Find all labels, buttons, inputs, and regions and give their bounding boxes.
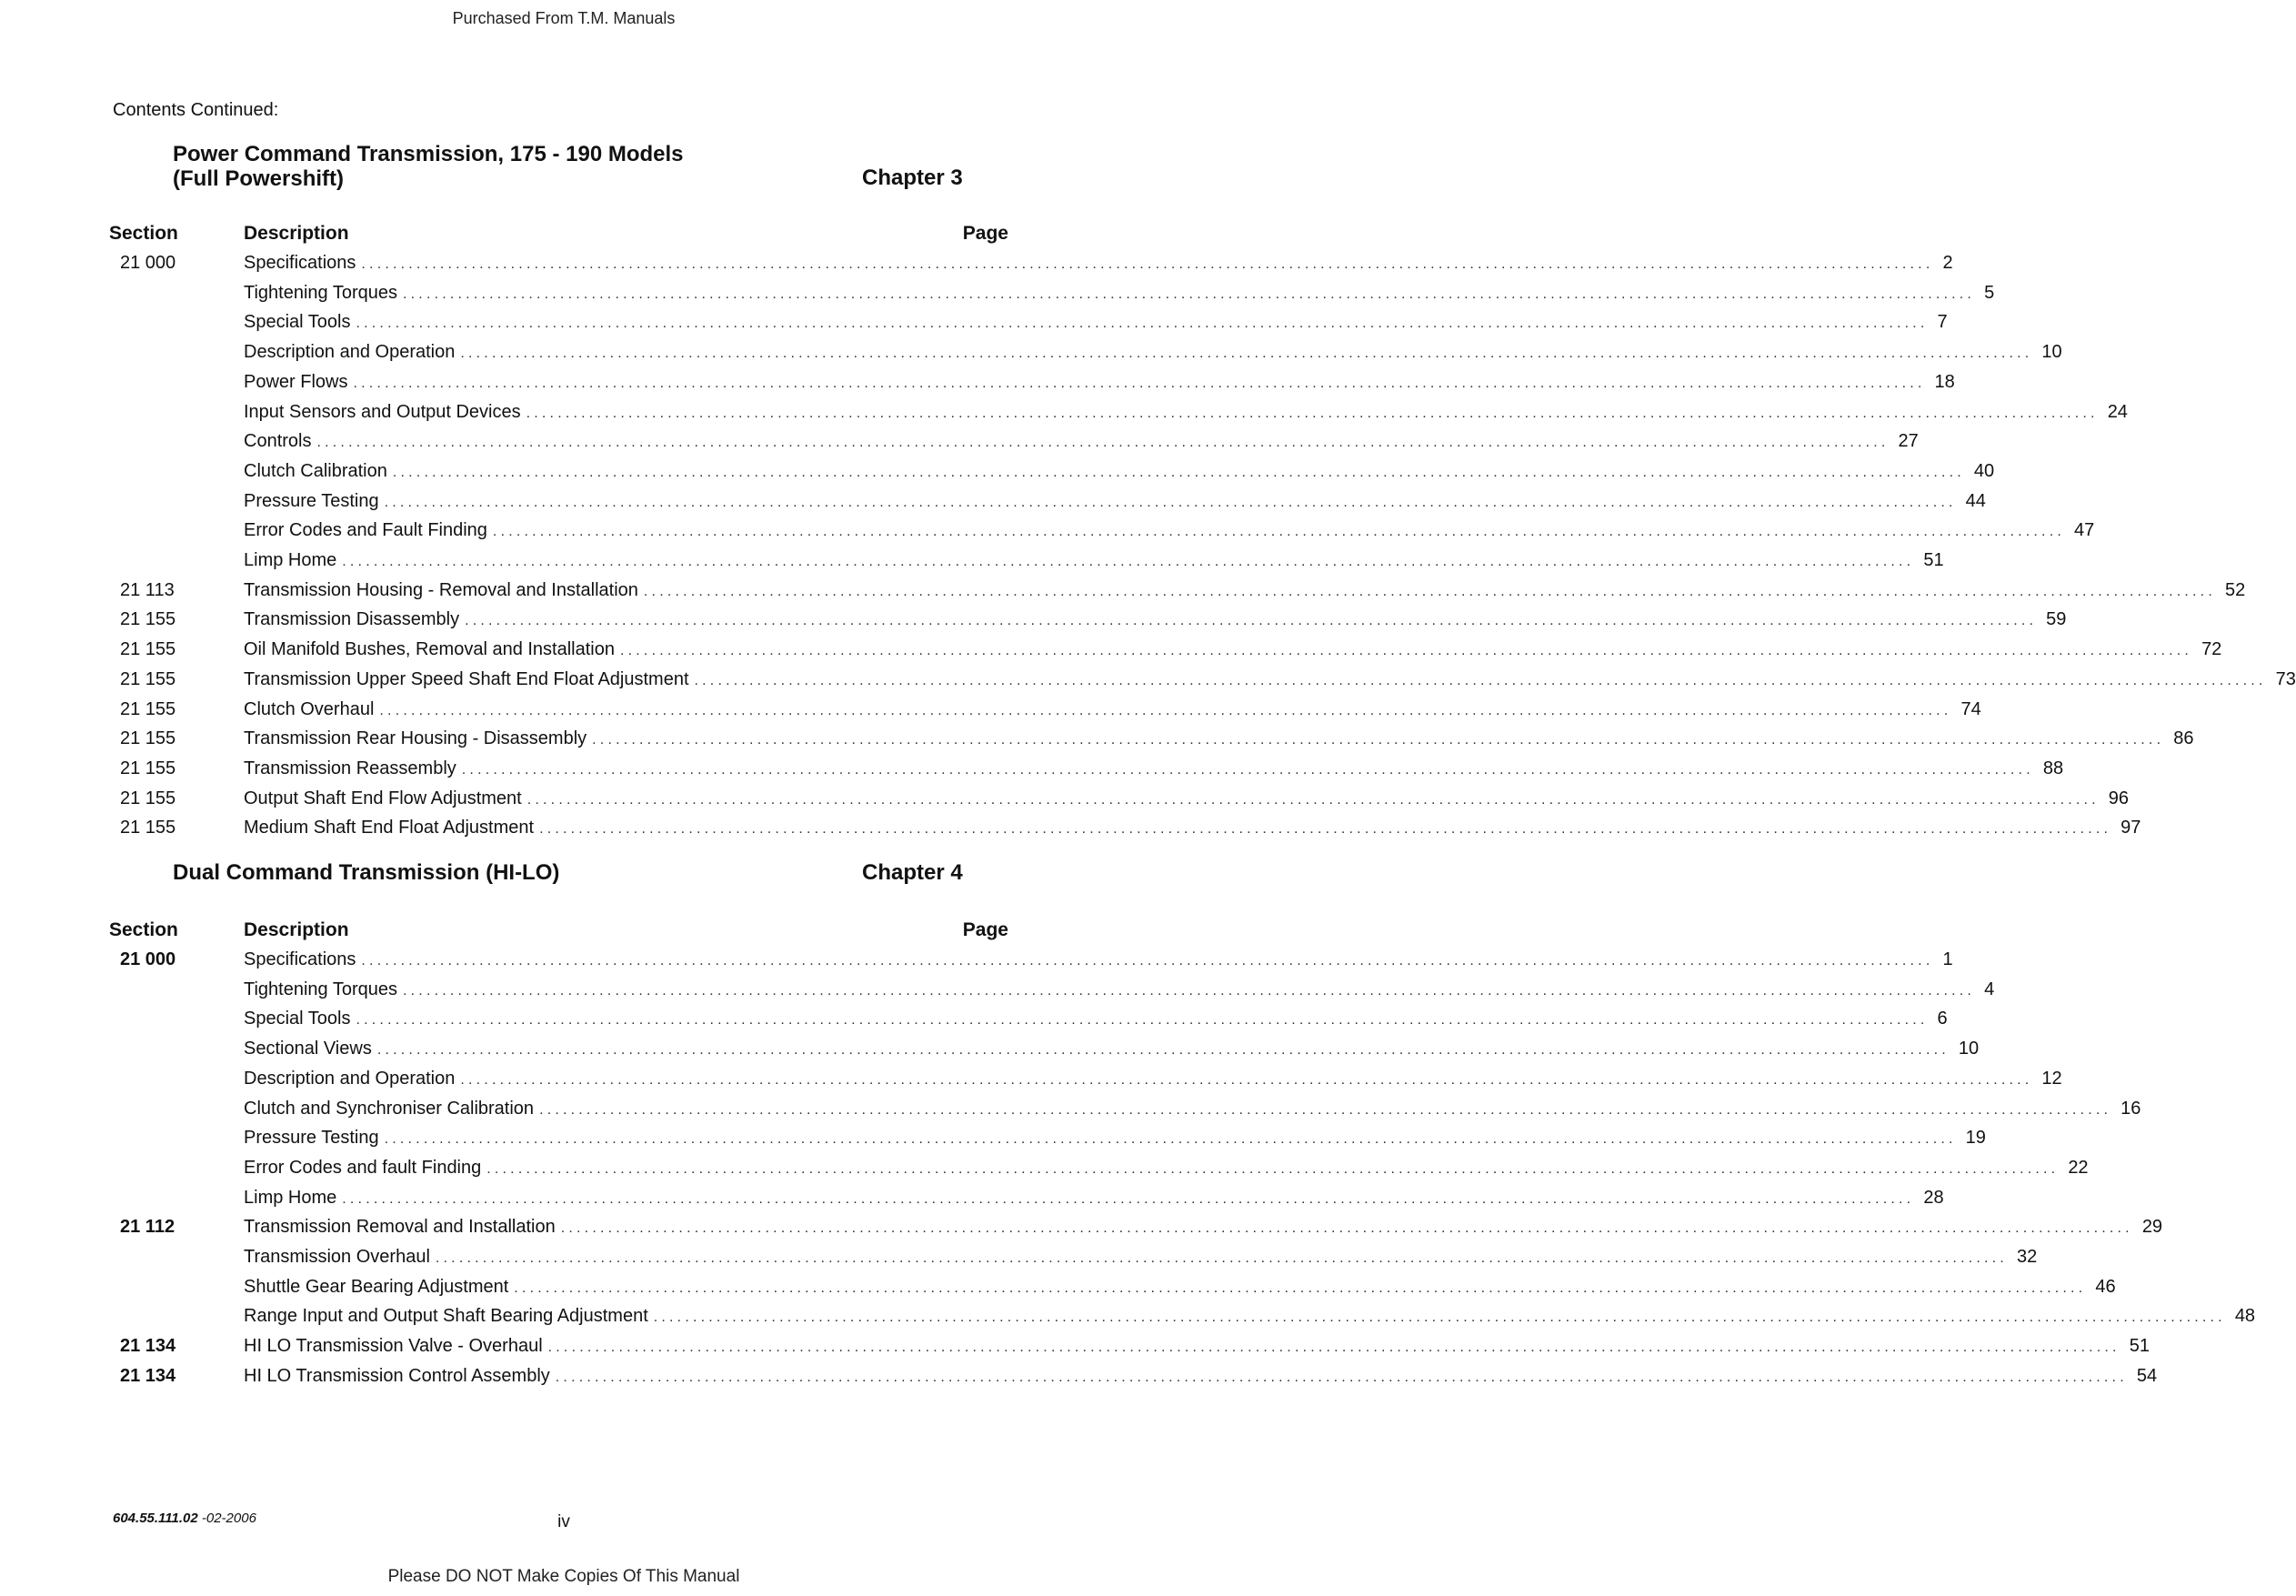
toc-entry-page: 48 — [2234, 1306, 2256, 1327]
toc-entry-line — [244, 1306, 2256, 1327]
toc-entry — [0, 979, 1995, 1007]
toc-entry-description: Transmission Housing - Removal and Installation — [244, 579, 638, 600]
dot-leader: ........................................................................................................................................................................................................ — [403, 982, 1976, 999]
toc-entry-line — [244, 282, 1995, 304]
dot-leader: ........................................................................................................................................................................................................ — [376, 1042, 1950, 1059]
toc-entry-section: 21 113 — [120, 579, 175, 600]
dot-leader: ........................................................................................................................................................................................................ — [514, 1280, 2087, 1296]
toc-entry-line — [244, 1157, 2089, 1179]
toc-entry — [0, 698, 1981, 727]
toc-entry-page: 12 — [2041, 1068, 2062, 1089]
toc-entry-section: 21 134 — [120, 1365, 176, 1386]
toc-entry-section: 21 155 — [120, 788, 176, 808]
toc-entry-description: Transmission Upper Speed Shaft End Float Adjustment — [244, 668, 689, 689]
toc-entry — [0, 401, 2128, 429]
toc-entry-section: 21 000 — [120, 949, 176, 969]
dot-leader: ........................................................................................................................................................................................................ — [465, 613, 2038, 629]
toc-entry-line — [244, 520, 2095, 541]
toc-entry — [0, 1306, 2256, 1333]
dot-leader: ........................................................................................................................................................................................................ — [353, 375, 1926, 391]
toc-entry-line — [244, 550, 1944, 571]
toc-entry — [0, 1217, 2163, 1244]
column-header-description: Description — [244, 223, 349, 244]
toc-entry-description: Shuttle Gear Bearing Adjustment — [244, 1276, 509, 1297]
toc-entry-line — [244, 728, 2194, 749]
toc-entry — [0, 1336, 2150, 1363]
toc-entry-section: 21 155 — [120, 668, 176, 689]
toc-entry — [0, 490, 1986, 518]
toc-entry-description: Special Tools — [244, 312, 351, 333]
toc-entry-description: Range Input and Output Shaft Bearing Adjustment — [244, 1306, 648, 1327]
toc-entry-description: Limp Home — [244, 1187, 337, 1208]
toc-entry-line — [244, 342, 2062, 363]
document-number: 604.55.111.02 — [113, 1511, 198, 1526]
chapter-3-title-line2: (Full Powershift) — [173, 166, 344, 191]
dot-leader: ........................................................................................................................................................................................................ — [384, 494, 1957, 510]
dot-leader: ........................................................................................................................................................................................................ — [560, 1220, 2133, 1237]
chapter-3-title-line1: Power Command Transmission, 175 - 190 Models — [173, 142, 684, 166]
toc-entry-line — [244, 1276, 2116, 1298]
toc-entry — [0, 253, 1953, 280]
toc-entry-description: Transmission Rear Housing - Disassembly — [244, 728, 587, 749]
toc-entry-description: Transmission Overhaul — [244, 1247, 430, 1267]
toc-entry-page: 1 — [1942, 949, 1953, 969]
toc-entry-description: Output Shaft End Flow Adjustment — [244, 788, 522, 808]
toc-entry — [0, 1009, 1948, 1036]
toc-entry-page: 32 — [2016, 1247, 2038, 1267]
header-note: Purchased From T.M. Manuals — [452, 9, 676, 27]
toc-entry-page: 28 — [1923, 1187, 1944, 1208]
toc-entry-section: 21 155 — [120, 639, 176, 660]
toc-entry — [0, 668, 2296, 697]
dot-leader: ........................................................................................................................................................................................................ — [526, 405, 2099, 421]
toc-entry-page: 74 — [1960, 698, 1981, 719]
dot-leader: ........................................................................................................................................................................................................ — [526, 791, 2100, 808]
toc-entry-line — [244, 609, 2067, 630]
dot-leader: ........................................................................................................................................................................................................ — [694, 672, 2267, 688]
toc-entry-line — [244, 1217, 2163, 1238]
toc-entry-section: 21 112 — [120, 1217, 175, 1238]
toc-entry-description: Oil Manifold Bushes, Removal and Installation — [244, 639, 615, 660]
dot-leader: ........................................................................................................................................................................................................ — [384, 1131, 1957, 1148]
toc-entry-line — [244, 253, 1953, 274]
toc-entry-line — [244, 1247, 2038, 1268]
toc-entry-page: 24 — [2107, 401, 2128, 422]
page-number: iv — [557, 1512, 570, 1531]
toc-entry — [0, 1098, 2141, 1126]
dot-leader: ........................................................................................................................................................................................................ — [620, 643, 2193, 659]
toc-entry-description: Clutch and Synchroniser Calibration — [244, 1098, 535, 1119]
toc-entry — [0, 758, 2064, 786]
column-header-section: Section — [109, 919, 178, 940]
dot-leader: ........................................................................................................................................................................................................ — [392, 464, 1965, 480]
toc-entry — [0, 1276, 2116, 1304]
toc-entry-page: 10 — [2041, 342, 2062, 363]
toc-entry — [0, 949, 1953, 977]
toc-entry-section: 21 134 — [120, 1336, 176, 1357]
toc-entry-line — [244, 1039, 1980, 1059]
dot-leader: ........................................................................................................................................................................................................ — [547, 1340, 2121, 1356]
toc-entry-page: 19 — [1965, 1128, 1986, 1149]
dot-leader: ........................................................................................................................................................................................................ — [361, 953, 1934, 969]
toc-entry-description: HI LO Transmission Control Assembly — [244, 1365, 550, 1386]
toc-entry-description: Description and Operation — [244, 342, 456, 363]
column-header-section: Section — [109, 223, 178, 244]
toc-entry-description: Special Tools — [244, 1009, 351, 1029]
toc-entry-page: 10 — [1958, 1039, 1980, 1059]
toc-entry-page: 7 — [1937, 312, 1948, 333]
toc-entry-line — [244, 1336, 2150, 1357]
toc-entry-page: 59 — [2046, 609, 2067, 630]
toc-entry-description: Clutch Calibration — [244, 460, 387, 481]
toc-entry-description: Error Codes and Fault Finding — [244, 520, 487, 541]
toc-entry-line — [244, 668, 2296, 690]
chapter-4-title-line1: Dual Command Transmission (HI-LO) — [173, 860, 560, 885]
toc-entry — [0, 1157, 2089, 1185]
toc-entry-page: 18 — [1934, 371, 1955, 392]
toc-entry-line — [244, 698, 1981, 720]
toc-entry-page: 51 — [1923, 550, 1944, 570]
toc-entry-page: 54 — [2136, 1365, 2158, 1386]
toc-entry-page: 47 — [2073, 520, 2095, 541]
toc-entry-page: 22 — [2068, 1157, 2089, 1178]
toc-entry — [0, 1247, 2038, 1274]
toc-entry-section: 21 155 — [120, 609, 176, 630]
toc-entry-line — [244, 1128, 1986, 1149]
toc-entry — [0, 818, 2141, 845]
dot-leader: ........................................................................................................................................................................................................ — [356, 316, 1929, 332]
toc-entry-line — [244, 1009, 1948, 1029]
toc-entry-section: 21 155 — [120, 818, 176, 838]
toc-entry — [0, 342, 2062, 369]
toc-entry-section: 21 155 — [120, 698, 176, 719]
toc-entry-page: 5 — [1984, 282, 1995, 303]
toc-entry-page: 2 — [1942, 253, 1953, 273]
toc-entry — [0, 1068, 2062, 1096]
toc-entry-line — [244, 979, 1995, 1000]
toc-entry-page: 46 — [2095, 1276, 2116, 1297]
toc-entry-description: Sectional Views — [244, 1039, 372, 1059]
toc-entry-description: Clutch Overhaul — [244, 698, 375, 719]
toc-entry-description: Controls — [244, 431, 312, 452]
toc-entry-page: 97 — [2121, 818, 2141, 838]
toc-entry — [0, 1187, 1944, 1215]
dot-leader: ........................................................................................................................................................................................................ — [342, 554, 1915, 569]
toc-entry-description: Power Flows — [244, 371, 348, 392]
toc-entry — [0, 639, 2222, 667]
chapter-3-label: Chapter 3 — [862, 166, 963, 190]
toc-entry-description: Transmission Reassembly — [244, 758, 456, 778]
toc-entry-line — [244, 371, 1955, 393]
toc-entry-description: Specifications — [244, 253, 356, 273]
toc-entry-page: 44 — [1965, 490, 1986, 511]
dot-leader: ........................................................................................................................................................................................................ — [461, 761, 2034, 778]
toc-entry-line — [244, 1098, 2141, 1119]
dot-leader: ........................................................................................................................................................................................................ — [492, 524, 2065, 540]
toc-entry — [0, 431, 1919, 458]
toc-entry-line — [244, 579, 2246, 601]
toc-entry-page: 52 — [2224, 579, 2246, 600]
toc-entry-description: Description and Operation — [244, 1068, 456, 1089]
dot-leader: ........................................................................................................................................................................................................ — [653, 1310, 2226, 1326]
column-header-page: Page — [962, 223, 1008, 244]
dot-leader: ........................................................................................................................................................................................................ — [316, 435, 1890, 451]
toc-entry — [0, 520, 2095, 547]
dot-leader: ........................................................................................................................................................................................................ — [539, 821, 2112, 838]
chapter-3-title — [173, 142, 684, 191]
toc-entry-description: Tightening Torques — [244, 282, 398, 303]
toc-entry-line — [244, 758, 2064, 779]
toc-entry-page: 27 — [1898, 431, 1919, 452]
toc-entry-description: Limp Home — [244, 550, 337, 570]
toc-entry — [0, 550, 1944, 577]
dot-leader: ........................................................................................................................................................................................................ — [555, 1369, 2128, 1385]
column-header-description: Description — [244, 919, 349, 940]
toc-entry-page: 72 — [2201, 639, 2222, 660]
dot-leader: ........................................................................................................................................................................................................ — [435, 1250, 2008, 1266]
toc-entry-page: 51 — [2129, 1336, 2150, 1357]
toc-entry — [0, 728, 2194, 756]
toc-entry-page: 96 — [2108, 788, 2130, 808]
dot-leader: ........................................................................................................................................................................................................ — [342, 1190, 1915, 1207]
chapter-4-title — [173, 860, 559, 885]
toc-entry — [0, 579, 2246, 607]
toc-entry-line — [244, 490, 1986, 512]
toc-entry-description: Tightening Torques — [244, 979, 398, 999]
toc-entry — [0, 609, 2067, 637]
toc-entry-description: Error Codes and fault Finding — [244, 1157, 482, 1178]
toc-entry-description: HI LO Transmission Valve - Overhaul — [244, 1336, 543, 1357]
toc-entry — [0, 460, 1995, 488]
toc-entry-description: Medium Shaft End Float Adjustment — [244, 818, 535, 838]
toc-entry-description: Pressure Testing — [244, 490, 379, 511]
toc-entry-section: 21 000 — [120, 253, 176, 273]
toc-entry-line — [244, 1187, 1944, 1209]
toc-entry-page: 29 — [2141, 1217, 2163, 1238]
dot-leader: ........................................................................................................................................................................................................ — [379, 702, 1952, 718]
toc-entry-line — [244, 639, 2222, 660]
document-date: -02-2006 — [197, 1511, 256, 1526]
toc-entry-page: 4 — [1984, 979, 1995, 999]
dot-leader: ........................................................................................................................................................................................................ — [460, 1071, 2033, 1088]
toc-entry-line — [244, 401, 2128, 423]
toc-entry-line — [244, 460, 1995, 482]
toc-entry-page: 6 — [1937, 1009, 1948, 1029]
toc-entry — [0, 788, 2130, 816]
toc-entry — [0, 312, 1948, 339]
toc-entry-line — [244, 312, 1948, 333]
toc-entry — [0, 1365, 2158, 1393]
toc-entry-page: 16 — [2121, 1098, 2141, 1119]
chapter-4-label: Chapter 4 — [862, 860, 963, 885]
toc-entry-line — [244, 818, 2141, 838]
toc-entry-description: Transmission Removal and Installation — [244, 1217, 556, 1238]
dot-leader: ........................................................................................................................................................................................................ — [592, 732, 2165, 748]
toc-entry — [0, 1039, 1980, 1066]
toc-entry-page: 73 — [2275, 668, 2296, 689]
toc-entry — [0, 371, 1955, 399]
toc-entry-description: Specifications — [244, 949, 356, 969]
toc-entry — [0, 282, 1995, 310]
toc-entry-line — [244, 431, 1919, 452]
toc-entry-page: 88 — [2042, 758, 2064, 778]
dot-leader: ........................................................................................................................................................................................................ — [403, 286, 1976, 302]
footer-note: Please DO NOT Make Copies Of This Manual — [387, 1567, 740, 1586]
contents-continued-label: Contents Continued: — [113, 100, 279, 120]
toc-entry — [0, 1128, 1986, 1155]
dot-leader: ........................................................................................................................................................................................................ — [460, 346, 2033, 362]
dot-leader: ........................................................................................................................................................................................................ — [643, 583, 2216, 599]
dot-leader: ........................................................................................................................................................................................................ — [539, 1101, 2112, 1118]
dot-leader: ........................................................................................................................................................................................................ — [486, 1160, 2060, 1177]
toc-entry-description: Input Sensors and Output Devices — [244, 401, 521, 422]
toc-entry-page: 86 — [2173, 728, 2194, 749]
toc-entry-section: 21 155 — [120, 758, 176, 778]
column-header-page: Page — [962, 919, 1008, 940]
toc-entry-description: Pressure Testing — [244, 1128, 379, 1149]
toc-entry-line — [244, 949, 1953, 970]
toc-entry-page: 40 — [1973, 460, 1995, 481]
toc-entry-section: 21 155 — [120, 728, 176, 749]
dot-leader: ........................................................................................................................................................................................................ — [356, 1012, 1929, 1029]
toc-entry-line — [244, 1068, 2062, 1089]
toc-entry-description: Transmission Disassembly — [244, 609, 460, 630]
dot-leader: ........................................................................................................................................................................................................ — [361, 256, 1934, 272]
toc-entry-line — [244, 788, 2130, 809]
toc-entry-line — [244, 1365, 2158, 1387]
